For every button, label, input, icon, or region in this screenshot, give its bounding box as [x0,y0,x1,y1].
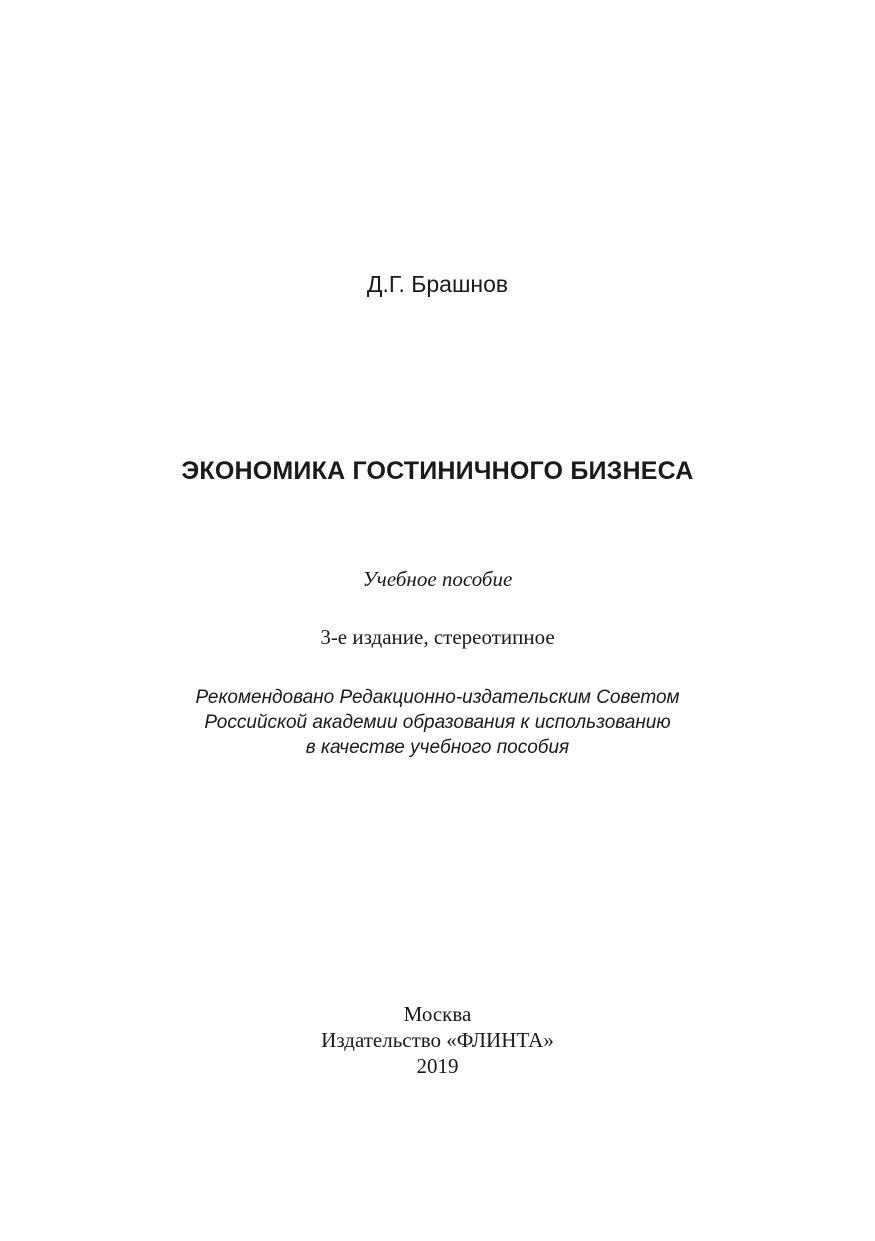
book-title: ЭКОНОМИКА ГОСТИНИЧНОГО БИЗНЕСА [181,457,694,485]
edition-info: 3-е издание, стереотипное [320,625,555,649]
imprint-city: Москва [403,1002,472,1026]
imprint-year: 2019 [416,1054,459,1078]
recommendation-block [0,685,875,760]
author-name: Д.Г. Брашнов [366,271,509,297]
book-type: Учебное пособие [362,567,513,591]
imprint-publisher: Издательство «ФЛИНТА» [321,1028,554,1052]
recommendation-line: Российской академии образования к использованию [204,712,671,733]
recommendation-line: Рекомендовано Редакционно-издательским Советом [195,687,680,708]
imprint-block [0,1001,875,1079]
recommendation-line: в качестве учебного пособия [305,737,570,758]
